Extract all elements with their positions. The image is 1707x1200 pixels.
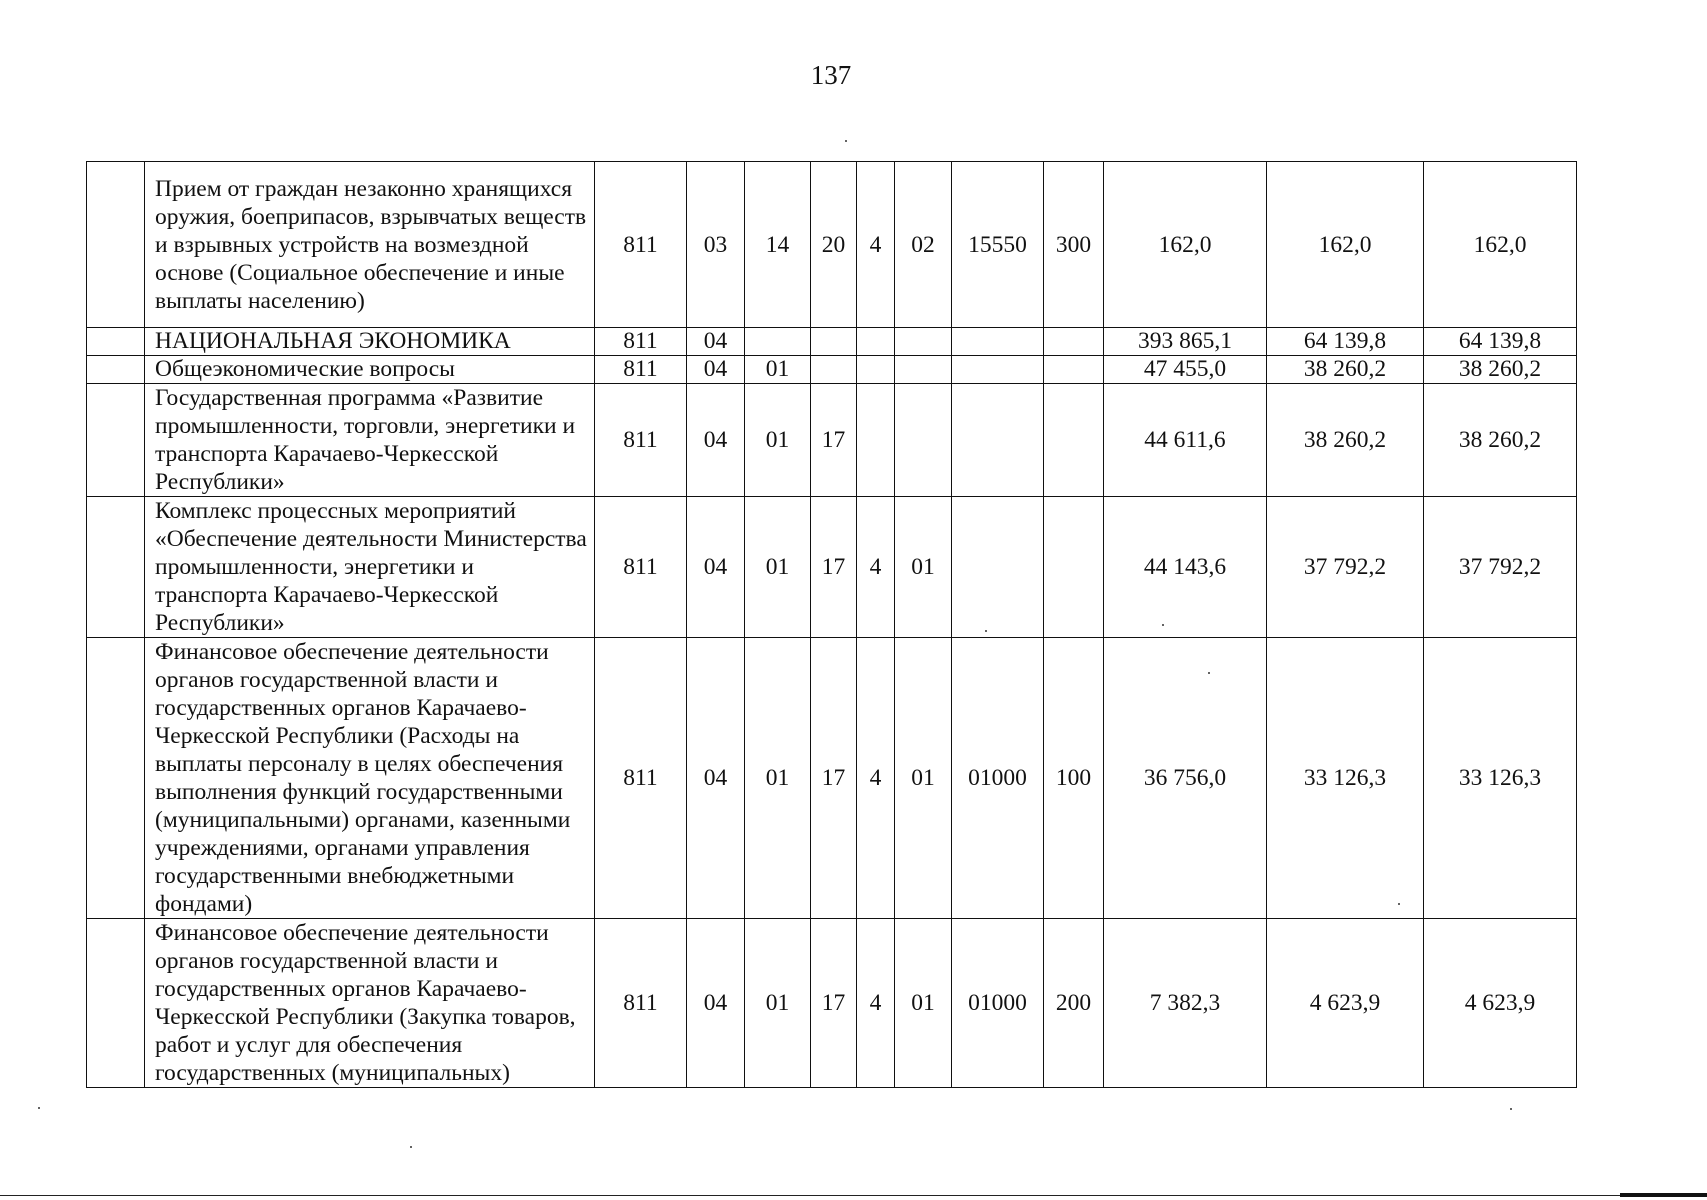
row-number-cell: [87, 328, 145, 356]
budget-table: [86, 161, 1577, 1088]
subsection-cell: [745, 328, 811, 356]
amount-2024-cell: 162,0: [1104, 162, 1267, 328]
section-cell: 04: [687, 638, 745, 919]
row-number-cell: [87, 384, 145, 497]
expense-type-cell: [1044, 356, 1104, 384]
event-cell: [895, 356, 952, 384]
amount-2026-cell: 64 139,8: [1424, 328, 1577, 356]
row-number-cell: [87, 356, 145, 384]
row-name-cell: Финансовое обеспечение деятельности органов государственной власти и государственных органов Карачаево-Черкесской Республики (Расходы на выплаты персоналу в целях обеспечения выполнения функций государственными (муниципальными) органами, казенными учреждениями, органами управления государственными внебюджетными фондами): [145, 638, 595, 919]
expense-type-cell: 100: [1044, 638, 1104, 919]
scan-speck: [985, 630, 987, 632]
program-cell: 17: [811, 384, 857, 497]
subsection-cell: 01: [745, 384, 811, 497]
expense-type-cell: [1044, 384, 1104, 497]
direction-cell: [952, 356, 1044, 384]
table-row: [87, 328, 1577, 356]
expense-type-cell: [1044, 328, 1104, 356]
direction-cell: 01000: [952, 919, 1044, 1088]
row-number-cell: [87, 497, 145, 638]
admin-code-cell: 811: [595, 919, 687, 1088]
admin-code-cell: 811: [595, 497, 687, 638]
scan-speck: [1162, 624, 1164, 626]
amount-2025-cell: 33 126,3: [1267, 638, 1424, 919]
amount-2024-cell: 47 455,0: [1104, 356, 1267, 384]
admin-code-cell: 811: [595, 384, 687, 497]
admin-code-cell: 811: [595, 162, 687, 328]
amount-2026-cell: 38 260,2: [1424, 356, 1577, 384]
subprogram-cell: 4: [857, 162, 895, 328]
subprogram-cell: 4: [857, 919, 895, 1088]
event-cell: 02: [895, 162, 952, 328]
row-name-cell: Государственная программа «Развитие промышленности, торговли, энергетики и транспорта Карачаево-Черкесской Республики»: [145, 384, 595, 497]
amount-2025-cell: 64 139,8: [1267, 328, 1424, 356]
page-number: 137: [810, 60, 852, 90]
subsection-cell: 01: [745, 919, 811, 1088]
expense-type-cell: 200: [1044, 919, 1104, 1088]
row-name-cell: Общеэкономические вопросы: [145, 356, 595, 384]
row-name-cell: Финансовое обеспечение деятельности органов государственной власти и государственных органов Карачаево-Черкесской Республики (Закупка товаров, работ и услуг для обеспечения государственных (муниципальных): [145, 919, 595, 1088]
section-cell: 04: [687, 497, 745, 638]
event-cell: 01: [895, 919, 952, 1088]
subsection-cell: 01: [745, 356, 811, 384]
scan-speck: [1510, 1108, 1512, 1110]
section-cell: 04: [687, 328, 745, 356]
amount-2024-cell: 393 865,1: [1104, 328, 1267, 356]
program-cell: 17: [811, 919, 857, 1088]
row-number-cell: [87, 919, 145, 1088]
amount-2024-cell: 36 756,0: [1104, 638, 1267, 919]
row-number-cell: [87, 638, 145, 919]
admin-code-cell: 811: [595, 356, 687, 384]
scan-speck: [845, 140, 847, 142]
subsection-cell: 01: [745, 638, 811, 919]
amount-2024-cell: 44 143,6: [1104, 497, 1267, 638]
program-cell: [811, 356, 857, 384]
event-cell: [895, 328, 952, 356]
amount-2025-cell: 37 792,2: [1267, 497, 1424, 638]
scan-speck: [1398, 903, 1400, 905]
program-cell: 17: [811, 497, 857, 638]
table-row: [87, 497, 1577, 638]
row-name-cell: Комплекс процессных мероприятий «Обеспечение деятельности Министерства промышленности, энергетики и транспорта Карачаево-Черкесской Республики»: [145, 497, 595, 638]
scan-speck: [1208, 672, 1210, 674]
expense-type-cell: 300: [1044, 162, 1104, 328]
subprogram-cell: 4: [857, 497, 895, 638]
row-number-cell: [87, 162, 145, 328]
subsection-cell: 14: [745, 162, 811, 328]
program-cell: 20: [811, 162, 857, 328]
program-cell: [811, 328, 857, 356]
amount-2025-cell: 162,0: [1267, 162, 1424, 328]
program-cell: 17: [811, 638, 857, 919]
row-name-cell: НАЦИОНАЛЬНАЯ ЭКОНОМИКА: [145, 328, 595, 356]
amount-2026-cell: 37 792,2: [1424, 497, 1577, 638]
amount-2025-cell: 38 260,2: [1267, 384, 1424, 497]
event-cell: 01: [895, 638, 952, 919]
amount-2026-cell: 33 126,3: [1424, 638, 1577, 919]
section-cell: 04: [687, 919, 745, 1088]
amount-2024-cell: 7 382,3: [1104, 919, 1267, 1088]
direction-cell: 15550: [952, 162, 1044, 328]
admin-code-cell: 811: [595, 638, 687, 919]
bottom-rule: [0, 1195, 1680, 1196]
row-name-cell: Прием от граждан незаконно хранящихся оружия, боеприпасов, взрывчатых веществ и взрывных устройств на возмездной основе (Социальное обеспечение и иные выплаты населению): [145, 162, 595, 328]
amount-2024-cell: 44 611,6: [1104, 384, 1267, 497]
amount-2026-cell: 4 623,9: [1424, 919, 1577, 1088]
amount-2025-cell: 38 260,2: [1267, 356, 1424, 384]
section-cell: 04: [687, 384, 745, 497]
subprogram-cell: [857, 328, 895, 356]
bottom-rule-heavy: [1620, 1193, 1707, 1197]
table-row: [87, 162, 1577, 328]
admin-code-cell: 811: [595, 328, 687, 356]
subprogram-cell: [857, 356, 895, 384]
direction-cell: 01000: [952, 638, 1044, 919]
subsection-cell: 01: [745, 497, 811, 638]
table-row: [87, 919, 1577, 1088]
subprogram-cell: 4: [857, 638, 895, 919]
direction-cell: [952, 384, 1044, 497]
table-body: [87, 162, 1577, 1088]
section-cell: 04: [687, 356, 745, 384]
section-cell: 03: [687, 162, 745, 328]
amount-2025-cell: 4 623,9: [1267, 919, 1424, 1088]
scan-speck: [410, 1146, 412, 1148]
amount-2026-cell: 38 260,2: [1424, 384, 1577, 497]
table-row: [87, 384, 1577, 497]
table-row: [87, 638, 1577, 919]
direction-cell: [952, 497, 1044, 638]
event-cell: [895, 384, 952, 497]
scan-speck: [38, 1107, 40, 1109]
expense-type-cell: [1044, 497, 1104, 638]
table-row: [87, 356, 1577, 384]
direction-cell: [952, 328, 1044, 356]
event-cell: 01: [895, 497, 952, 638]
amount-2026-cell: 162,0: [1424, 162, 1577, 328]
subprogram-cell: [857, 384, 895, 497]
